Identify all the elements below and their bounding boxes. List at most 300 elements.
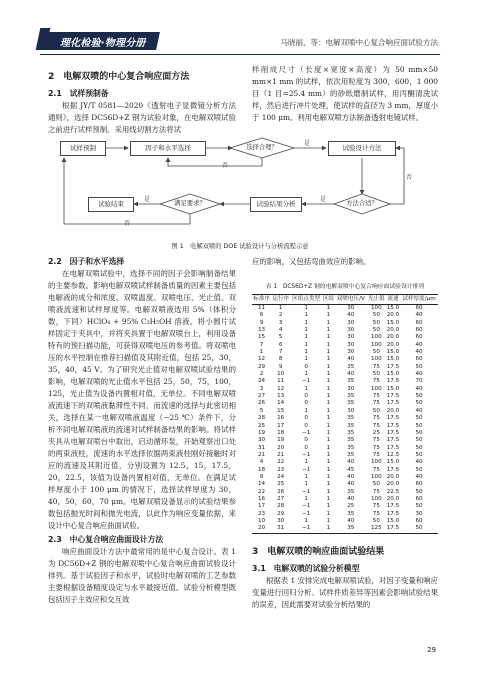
table-cell: 1: [326, 444, 331, 451]
table-cell: 22.5: [386, 488, 400, 495]
table-row: [252, 518, 438, 525]
table-row: [252, 503, 438, 510]
page-number: 29: [427, 646, 436, 654]
section-2-1-continuation: [252, 64, 438, 124]
table-cell: 100: [370, 473, 382, 480]
running-head: 马晓丽，等：电解双喷中心复合响应面试验方法: [280, 38, 438, 47]
table-cell: 17.5: [386, 393, 400, 400]
table-cell: 75: [372, 503, 380, 510]
journal-logo: 理化检验·物理分册: [60, 38, 146, 49]
table-cell: 75: [372, 466, 380, 473]
table-cell: 1: [304, 385, 308, 392]
table-cell: 15.0: [386, 371, 400, 378]
table-cell: 75: [372, 488, 380, 495]
table-row: [252, 386, 438, 393]
table-cell: 35: [347, 488, 355, 495]
table-cell: 40: [347, 459, 355, 466]
table-cell: 50: [415, 415, 423, 422]
table-row: [252, 349, 438, 356]
table-cell: 30: [347, 327, 355, 334]
table-cell: 4: [278, 327, 283, 334]
table-cell: 15.0: [386, 459, 400, 466]
table-row: [252, 327, 438, 334]
section-2-1-title: 2.1 试样预制备: [48, 89, 109, 98]
table-cell: 12: [277, 385, 285, 392]
table-cell: 1: [326, 495, 331, 502]
table-cell: 50: [415, 444, 423, 451]
table-cell: 16: [257, 495, 266, 502]
table-cell: 75: [372, 400, 380, 407]
table-cell: 30: [347, 385, 355, 392]
section-2-3-continuation: [252, 256, 438, 268]
table-cell: 40: [347, 371, 355, 378]
table-cell: 1: [326, 437, 331, 444]
flow-label-no-satisfied: 否: [124, 220, 131, 227]
table-row: [252, 459, 438, 466]
table-cell: 50: [415, 466, 423, 473]
table-cell: 50: [400, 525, 438, 533]
table-row: [252, 408, 438, 415]
table-cell: 28: [257, 415, 266, 422]
table-cell: 20: [277, 444, 285, 451]
table-cell: 50: [415, 503, 423, 510]
table-cell: 1: [326, 385, 331, 392]
table-1-header-cell: 运行序: [271, 295, 290, 305]
table-cell: 17.5: [386, 437, 400, 444]
table-cell: 15.0: [386, 305, 400, 311]
table-cell: 40: [347, 473, 355, 480]
table-cell: 35: [347, 437, 355, 444]
table-cell: 1: [304, 407, 308, 414]
table-row: [252, 393, 438, 400]
table-1-header-cell: 标准序: [252, 295, 271, 305]
table-cell: 2: [278, 312, 283, 319]
table-cell: 30: [347, 319, 355, 326]
table-cell: 15: [257, 334, 266, 341]
table-cell: −1: [302, 488, 311, 495]
table-cell: 11: [257, 305, 266, 311]
table-row: [252, 305, 438, 313]
section-2-3-cont-text: 应的影响，又包括弯曲效应的影响。: [252, 257, 371, 266]
table-cell: 60: [415, 481, 423, 488]
table-cell: 15.0: [386, 517, 400, 524]
table-cell: 50: [372, 312, 380, 319]
table-cell: 2: [259, 371, 264, 378]
table-cell: 6: [278, 341, 283, 348]
table-cell: 6: [259, 312, 264, 319]
table-cell: 25: [277, 481, 285, 488]
table-cell: 75: [372, 451, 380, 458]
table-cell: 15.0: [386, 349, 400, 356]
table-cell: 50: [415, 363, 423, 370]
table-cell: 1: [326, 400, 331, 407]
table-1-body: [252, 305, 438, 534]
flow-diamond-method-suitable: 方法合适？: [346, 200, 378, 207]
section-3-1-text: 根据表 1 安排完成电解双喷试验，对因子变量和响应变量进行回归分析。试样件质差异等因素会影响试验结果的误差，因此需要对试验分析结果的: [252, 576, 438, 609]
table-cell: 11: [277, 378, 285, 385]
table-cell: 23: [257, 510, 266, 517]
table-cell: 40: [415, 459, 423, 466]
table-cell: 1: [304, 327, 308, 334]
table-cell: 17.5: [386, 378, 400, 385]
table-cell: −1: [302, 466, 311, 473]
table-cell: 50: [372, 371, 380, 378]
table-cell: 1: [326, 312, 331, 319]
figure-1-flowchart: [44, 136, 444, 232]
table-cell: 1: [326, 393, 331, 400]
table-cell: 35: [347, 510, 355, 517]
table-cell: 31: [271, 525, 290, 533]
table-cell: 100: [370, 459, 382, 466]
table-cell: 18: [257, 466, 266, 473]
table-cell: −1: [302, 429, 311, 436]
table-cell: 50: [372, 517, 380, 524]
table-cell: 40: [347, 481, 355, 488]
table-cell: 1: [326, 407, 331, 414]
table-cell: 60: [415, 334, 423, 341]
journal-header: [0, 0, 480, 56]
table-cell: 17.5: [386, 466, 400, 473]
table-cell: 24: [277, 473, 285, 480]
section-2-3-title: 2.3 中心复合响应曲面设计方法: [48, 535, 164, 544]
table-cell: 75: [372, 437, 380, 444]
table-cell: 50: [372, 319, 380, 326]
table-cell: 75: [372, 422, 380, 429]
table-cell: 75: [372, 378, 380, 385]
table-cell: 18: [277, 429, 285, 436]
table-1-caption: 表 1 DC56D+Z 钢的电解双喷中心复合响应面试验设计排列: [265, 284, 425, 290]
table-cell: 24: [257, 378, 266, 385]
table-cell: 35: [347, 451, 355, 458]
table-cell: 25: [347, 503, 355, 510]
table-cell: 1: [278, 305, 283, 311]
table-cell: 40: [347, 312, 355, 319]
table-cell: 1: [326, 488, 331, 495]
table-row: [252, 334, 438, 341]
table-cell: 1: [326, 356, 331, 363]
table-cell: 30: [347, 407, 355, 414]
table-cell: 1: [326, 327, 331, 334]
table-cell: 60: [415, 319, 423, 326]
table-cell: 75: [372, 510, 380, 517]
table-cell: 50: [372, 327, 380, 334]
table-cell: 4: [259, 459, 264, 466]
table-cell: 0: [304, 444, 308, 451]
table-cell: 20: [252, 525, 271, 533]
table-cell: 23: [277, 466, 285, 473]
section-2-2: [48, 256, 236, 606]
table-cell: 30: [347, 334, 355, 341]
flow-label-no-method: 否: [406, 174, 413, 181]
table-cell: 1: [304, 349, 308, 356]
section-3-1-title: 3.1 电解双喷的试验分析模型: [252, 564, 360, 573]
table-cell: 1: [304, 319, 308, 326]
table-cell: 22: [277, 459, 285, 466]
table-cell: 100: [370, 341, 382, 348]
table-cell: 50: [372, 349, 380, 356]
table-cell: 1: [322, 525, 335, 533]
table-cell: 40: [415, 371, 423, 378]
table-cell: 1: [326, 334, 331, 341]
table-row: [252, 371, 438, 378]
table-row: [252, 511, 438, 518]
table-cell: 35: [347, 444, 355, 451]
table-cell: 1: [304, 371, 308, 378]
table-cell: 40: [347, 517, 355, 524]
table-cell: 100: [370, 305, 382, 311]
table-cell: 1: [326, 451, 331, 458]
table-cell: 9: [259, 319, 264, 326]
flow-label-yes-select: 是: [304, 140, 311, 147]
table-cell: 1: [326, 305, 331, 311]
table-cell: 17.5: [386, 415, 400, 422]
table-cell: 1: [326, 429, 331, 436]
table-row: [252, 378, 438, 385]
table-row: [252, 312, 438, 319]
table-row: [252, 356, 438, 363]
table-cell: 0: [304, 415, 308, 422]
table-cell: 17.5: [386, 422, 400, 429]
table-cell: 14: [257, 481, 266, 488]
table-cell: 20.0: [386, 334, 400, 341]
table-cell: 1: [304, 341, 308, 348]
table-cell: 19: [277, 437, 285, 444]
table-cell: 16: [277, 415, 285, 422]
table-cell: 1: [326, 415, 331, 422]
flow-box-result-analysis: 试验结果分析: [250, 197, 302, 212]
table-cell: 35: [347, 393, 355, 400]
table-cell: 40: [415, 312, 423, 319]
table-cell: 1: [326, 319, 331, 326]
table-cell: 30: [347, 305, 355, 311]
table-cell: 75: [372, 363, 380, 370]
header-rule: [40, 54, 440, 55]
table-cell: 12: [257, 356, 266, 363]
section-2-2-text: 在电解双喷试验中，选择不同的因子会影响制备结果的主要参数。影响电解双喷试样制备质量的因素主要包括电解液的成分和浓度、双喷温度、双喷电压、光止值、双喷液流速和试样厚度等。电解双喷液选用 5%（体积分数，下同）HClO₄ + 95% C₂H₅OH 溶液。将小圆片试样固定于夹具中，并将夹具置于电解双喷台上，利用设备特有的预扫描功能，可获得双喷电压的参考值。将双喷电压的水平控制在推荐扫描值及其附近值，包括 25，30，35，40，45 V。为了研究光止值对电解双喷试验结果的影响，电解双喷的光止值水平包括 25，50，75，100，125，光止值为设备内置相对值，无单位。不同电解双喷液流速下的双喷液黏滞性不同，而流速的选择与此密切相关，选择在某一电解双喷液温度（−25 ℃）条件下，分析不同电解双喷液的流速对试样制备结果的影响。将试样夹具从电解双喷台中取出，启动循环泵，开始观察出口处的两束液柱，流速的水平选择依据两束液柱刚好接触时对应的流速及其附近值，分别设置为 12.5，15，17.5，20，22.5，该值为设备内置相对值，无单位。在满足试样厚度小于 100 μm 的情况下，选择试样厚度为 30，40，50，60，70 μm。电解双喷设备显示的试验结果参数包括抛光时间和抛光电流，以此作为响应变量依据，来设计中心复合响应曲面试验。: [48, 269, 236, 530]
table-cell: 1: [326, 459, 331, 466]
table-cell: 100: [370, 385, 382, 392]
table-cell: 21: [277, 451, 285, 458]
table-cell: 27: [257, 393, 266, 400]
table-cell: 40: [415, 473, 423, 480]
table-cell: 14: [277, 400, 285, 407]
table-cell: 1: [326, 466, 331, 473]
table-cell: 17.5: [386, 503, 400, 510]
section-2-1-cont-text: 样削成尺寸（长度×宽度×高度）为 50 mm×50 mm×1 mm 的试样，依次用粒度为 300，600，1 000 目（1 目=25.4 mm）的砂纸磨制试样，用丙酮清洗试样，然后进行冲片处理，使试样的直径为 3 mm，厚度小于 100 μm。利用电解双喷方法制备透射电镜试样。: [252, 65, 439, 122]
table-cell: 1: [326, 473, 331, 480]
table-cell: 0: [304, 422, 308, 429]
table-cell: 0: [304, 393, 308, 400]
table-row: [252, 496, 438, 503]
table-cell: 60: [415, 517, 423, 524]
table-cell: 60: [415, 495, 423, 502]
table-cell: 5: [278, 334, 283, 341]
section-2-1-text: 根据 JY/T 0581—2020《透射电子显微镜分析方法通则》，选择 DC56D+Z 钢为试验对象，在电解双喷试验之前进行试样预制。采用线切割方法将试: [48, 101, 236, 134]
table-cell: 1: [326, 481, 331, 488]
section-3-title: 3 电解双喷的响应曲面试验结果: [252, 547, 385, 557]
table-cell: 1: [304, 517, 308, 524]
table-cell: 13: [277, 393, 285, 400]
table-cell: 1: [326, 371, 331, 378]
table-cell: 20.0: [386, 495, 400, 502]
flow-diamond-select-reasonable: 选择合理？: [246, 144, 278, 151]
table-cell: 1: [326, 363, 331, 370]
flow-diamond-satisfied: 满足要求？: [174, 200, 206, 207]
table-cell: 20.0: [386, 473, 400, 480]
flow-label-yes-satisfied: 是: [144, 196, 151, 203]
table-row: [252, 525, 438, 533]
table-cell: 17: [257, 503, 266, 510]
table-cell: 9: [278, 363, 283, 370]
table-cell: 50: [415, 400, 423, 407]
table-cell: 8: [259, 473, 264, 480]
table-cell: 60: [415, 356, 423, 363]
table-cell: 10: [257, 517, 266, 524]
flow-box-design-method: 试验设计方法: [328, 141, 396, 156]
table-1-header: [252, 295, 438, 305]
table-cell: 29: [257, 363, 266, 370]
table-cell: 75: [372, 415, 380, 422]
table-cell: 21: [257, 451, 266, 458]
table-cell: 1: [259, 349, 264, 356]
table-cell: 7: [259, 341, 264, 348]
flow-label-no-select: 否: [222, 162, 229, 169]
table-cell: 30: [347, 349, 355, 356]
table-cell: 100: [370, 356, 382, 363]
table-cell: 100: [370, 334, 382, 341]
table-cell: 60: [415, 305, 423, 311]
table-cell: 3: [278, 319, 283, 326]
table-cell: 40: [415, 349, 423, 356]
table-cell: 3: [259, 385, 264, 392]
flow-box-experiment-end: 试验结束: [88, 197, 134, 212]
table-row: [252, 474, 438, 481]
table-cell: 40: [415, 341, 423, 348]
table-cell: 50: [415, 393, 423, 400]
table-cell: 30: [347, 341, 355, 348]
table-cell: 1: [304, 481, 308, 488]
table-cell: 17.5: [386, 363, 400, 370]
table-cell: 35: [347, 400, 355, 407]
table-row: [252, 342, 438, 349]
table-cell: 75: [372, 393, 380, 400]
table-cell: 22: [257, 488, 266, 495]
table-row: [252, 415, 438, 422]
table-cell: 1: [326, 341, 331, 348]
table-cell: 26: [277, 488, 285, 495]
table-cell: 30: [415, 510, 423, 517]
table-cell: 1: [326, 503, 331, 510]
table-cell: 20.0: [386, 481, 400, 488]
table-cell: −1: [302, 378, 311, 385]
table-cell: 50: [372, 481, 380, 488]
table-cell: 70: [415, 378, 423, 385]
table-cell: 40: [347, 356, 355, 363]
flow-box-factor-selection: 因子和水平选择: [130, 141, 206, 156]
table-1-header-cell: 区组点类型: [290, 295, 322, 305]
table-1-header-cell: 双喷电压/V: [335, 295, 367, 305]
table-cell: −1: [290, 525, 322, 533]
table-cell: 100: [370, 495, 382, 502]
table-cell: 1: [326, 422, 331, 429]
table-1-header-cell: 光止值: [367, 295, 386, 305]
table-cell: 7: [278, 349, 283, 356]
table-cell: 25: [372, 429, 380, 436]
table-cell: 50: [372, 407, 380, 414]
section-3: [252, 546, 438, 611]
table-cell: −1: [302, 503, 311, 510]
table-cell: 17.5: [386, 400, 400, 407]
table-cell: 1: [304, 473, 308, 480]
table-cell: 45: [347, 466, 355, 473]
table-cell: 15.0: [386, 385, 400, 392]
table-cell: 35: [347, 415, 355, 422]
table-cell: 0: [304, 400, 308, 407]
flow-box-sample-prep: 试样预制: [60, 141, 106, 156]
section-2-3-text: 响应曲面设计方法中最常用的是中心复合设计。表 1 为 DC56D+Z 钢的电解双喷中心复合响应曲面试验设计排列。基于试验因子和水平，试验时电解双喷的工艺参数主要根据设备精度设定与水平最接近值。试验分析模型既包括因子主效应和交互效: [48, 547, 236, 604]
table-cell: 50: [415, 488, 423, 495]
table-cell: 1: [304, 459, 308, 466]
table-cell: 20.0: [386, 312, 400, 319]
table-cell: 13: [257, 327, 266, 334]
table-cell: 27: [277, 495, 285, 502]
table-cell: 12.5: [386, 451, 400, 458]
table-cell: 10: [277, 371, 285, 378]
table-cell: 40: [347, 495, 355, 502]
table-cell: 1: [304, 305, 308, 311]
table-cell: 35: [347, 378, 355, 385]
table-cell: 0: [304, 363, 308, 370]
table-row: [252, 437, 438, 444]
table-cell: −1: [302, 510, 311, 517]
table-row: [252, 481, 438, 488]
table-cell: 1: [326, 517, 331, 524]
table-1-header-cell: 流速: [386, 295, 400, 305]
table-row: [252, 445, 438, 452]
table-cell: 17.5: [386, 510, 400, 517]
table-row: [252, 430, 438, 437]
table-1-header-cell: 试样厚度/μm: [400, 295, 438, 305]
table-cell: 26: [257, 400, 266, 407]
table-cell: 17.5: [386, 444, 400, 451]
table-cell: 20.0: [386, 407, 400, 414]
table-cell: −1: [302, 451, 311, 458]
table-cell: 20.0: [386, 341, 400, 348]
section-2-2-title: 2.2 因子和水平选择: [48, 257, 125, 266]
table-cell: 1: [304, 334, 308, 341]
table-cell: 35: [347, 363, 355, 370]
table-row: [252, 452, 438, 459]
table-cell: 35: [347, 429, 355, 436]
table-cell: 15.0: [386, 319, 400, 326]
table-cell: 50: [415, 422, 423, 429]
table-cell: 40: [415, 385, 423, 392]
table-cell: 17.5: [386, 525, 400, 532]
table-cell: 50: [415, 429, 423, 436]
table-cell: 8: [278, 356, 283, 363]
flow-label-yes-method: 是: [320, 196, 327, 203]
table-cell: 35: [347, 422, 355, 429]
table-cell: 75: [372, 444, 380, 451]
table-cell: 15.0: [386, 356, 400, 363]
table-1: [252, 294, 438, 534]
table-row: [252, 423, 438, 430]
table-cell: 125: [367, 525, 386, 533]
table-1-header-cell: 区组: [322, 295, 335, 305]
table-row: [252, 489, 438, 496]
table-row: [252, 320, 438, 327]
table-cell: 17: [277, 422, 285, 429]
